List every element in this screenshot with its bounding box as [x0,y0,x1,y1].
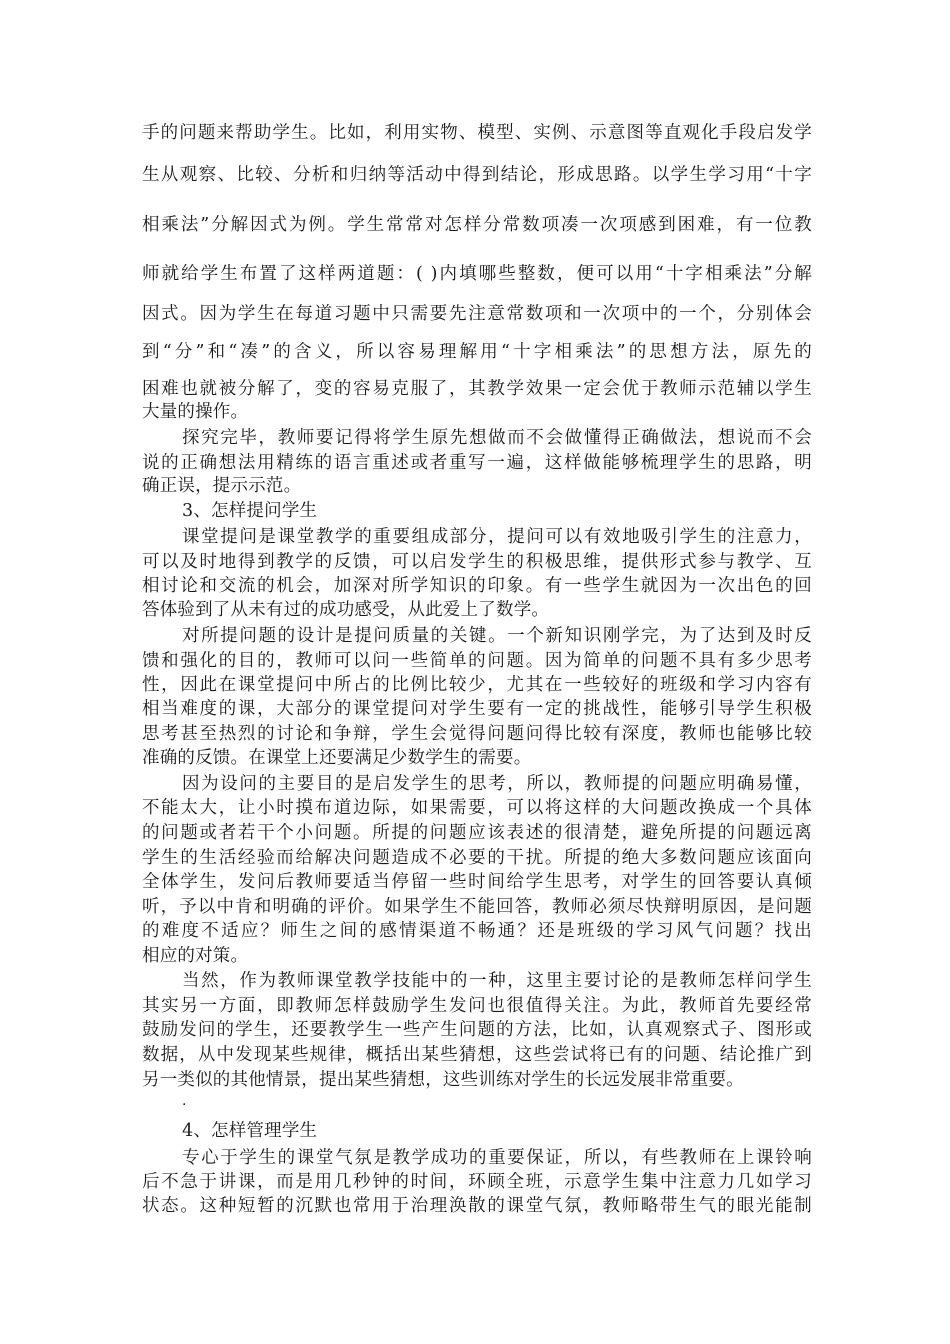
body-text-line: 生从观察、比较、分析和归纳等活动中得到结论，形成思路。以学生学习用“十字 [142,165,812,185]
body-text-line: 全体学生，发问后教师要适当停留一些时间给学生思考，对学生的回答要认真倾 [142,872,812,892]
body-text-line: 可以及时地得到教学的反馈，可以启发学生的积极思维，提供形式参与教学、互 [142,552,812,572]
body-text-line: 答体验到了从未有过的成功感受，从此爱上了数学。 [142,600,550,620]
body-text-line: 相当难度的课，大部分的课堂提问对学生要有一定的挑战性，能够引导学生积极 [142,699,812,719]
section-heading: 4、怎样管理学生 [182,1121,318,1141]
body-text-line: 大量的操作。 [142,402,249,422]
body-text-line: 不能太大，让小时摸布道边际，如果需要，可以将这样的大问题改换成一个具体 [142,798,812,818]
body-text-line: 手的问题来帮助学生。比如，利用实物、模型、实例、示意图等直观化手段启发学 [142,123,812,143]
paragraph-first-line: 专心于学生的课堂气氛是教学成功的重要保证，所以，有些教师在上课铃响 [182,1148,812,1168]
body-text-line: 困难也就被分解了，变的容易克服了，其教学效果一定会优于教师示范辅以学生 [142,379,812,399]
body-text-line: 状态。这种短暂的沉默也常用于治理涣散的课堂气氛，教师略带生气的眼光能制 [142,1196,812,1216]
body-text-line: 准确的反馈。在课堂上还要满足少数学生的需要。 [142,748,532,768]
body-text-line: 听，予以中肯和明确的评价。如果学生不能回答，教师必须尽快辩明原因，是问题 [142,897,812,917]
body-text-line: 确正误，提示示范。 [142,476,302,496]
body-text-line: 的问题或者若干个小问题。所提的问题应该表述的很清楚，避免所提的问题远离 [142,823,812,843]
paragraph-first-line: 当然，作为教师课堂教学技能中的一种，这里主要讨论的是教师怎样问学生 [182,971,812,991]
body-text-line: 的难度不适应？师生之间的感情渠道不畅通？还是班级的学习风气问题？找出 [142,921,812,941]
body-text-line: 另一类似的其他情景，提出某些猜想，这些训练对学生的长远发展非常重要。 [142,1070,744,1090]
body-text-line: 学生的生活经验而给解决问题造成不必要的干扰。所提的绝大多数问题应该面向 [142,848,812,868]
body-text-line: 后不急于讲课，而是用几秒钟的时间，环顾全班，示意学生集中注意力几如学习 [142,1172,812,1192]
body-text-line: 数据，从中发现某些规律，概括出某些猜想，这些尝试将已有的问题、结论推广到 [142,1045,812,1065]
body-text-line: 说的正确想法用精练的语言重述或者重写一遍，这样做能够梳理学生的思路，明 [142,453,812,473]
body-text-line: 师就给学生布置了这样两道题：( )内填哪些整数，便可以用“十字相乘法”分解 [142,264,812,284]
paragraph-first-line: 因为设问的主要目的是启发学生的思考，所以，教师提的问题应明确易懂， [182,774,812,794]
body-text-line: 其实另一方面，即教师怎样鼓励学生发问也很值得关注。为此，教师首先要经常 [142,996,812,1016]
body-text-line: 性，因此在课堂提问中所占的比例比较少，尤其在一些较好的班级和学习内容有 [142,675,812,695]
paragraph-first-line: 课堂提问是课堂教学的重要组成部分，提问可以有效地吸引学生的注意力， [182,527,812,547]
paragraph-first-line: 对所提问题的设计是提问质量的关键。一个新知识刚学完，为了达到及时反 [182,626,812,646]
body-text-line: 思考甚至热烈的讨论和争辩，学生会觉得问题问得比较有深度，教师也能够比较 [142,724,812,744]
body-text-line: 相讨论和交流的机会，加深对所学知识的印象。有一些学生就因为一次出色的回 [142,576,812,596]
stray-dot-mark: · [182,1097,187,1113]
body-text-line: 相乘法”分解因式为例。学生常常对怎样分常数项凑一次项感到困难，有一位教 [142,215,812,235]
body-text-line: 因式。因为学生在每道习题中只需要先注意常数项和一次项中的一个，分别体会 [142,304,812,324]
body-text-line: 鼓励发问的学生，还要教学生一些产生问题的方法，比如，认真观察式子、图形或 [142,1020,812,1040]
body-text-line: 馈和强化的目的，教师可以问一些简单的问题。因为简单的问题不具有多少思考 [142,651,812,671]
paragraph-first-line: 探究完毕，教师要记得将学生原先想做而不会做懂得正确做法，想说而不会 [182,428,812,448]
body-text-line: 相应的对策。 [142,946,249,966]
section-heading: 3、怎样提问学生 [182,501,318,521]
body-text-line: 到“分”和“凑”的含义，所以容易理解用“十字相乘法”的思想方法，原先的 [142,342,812,362]
